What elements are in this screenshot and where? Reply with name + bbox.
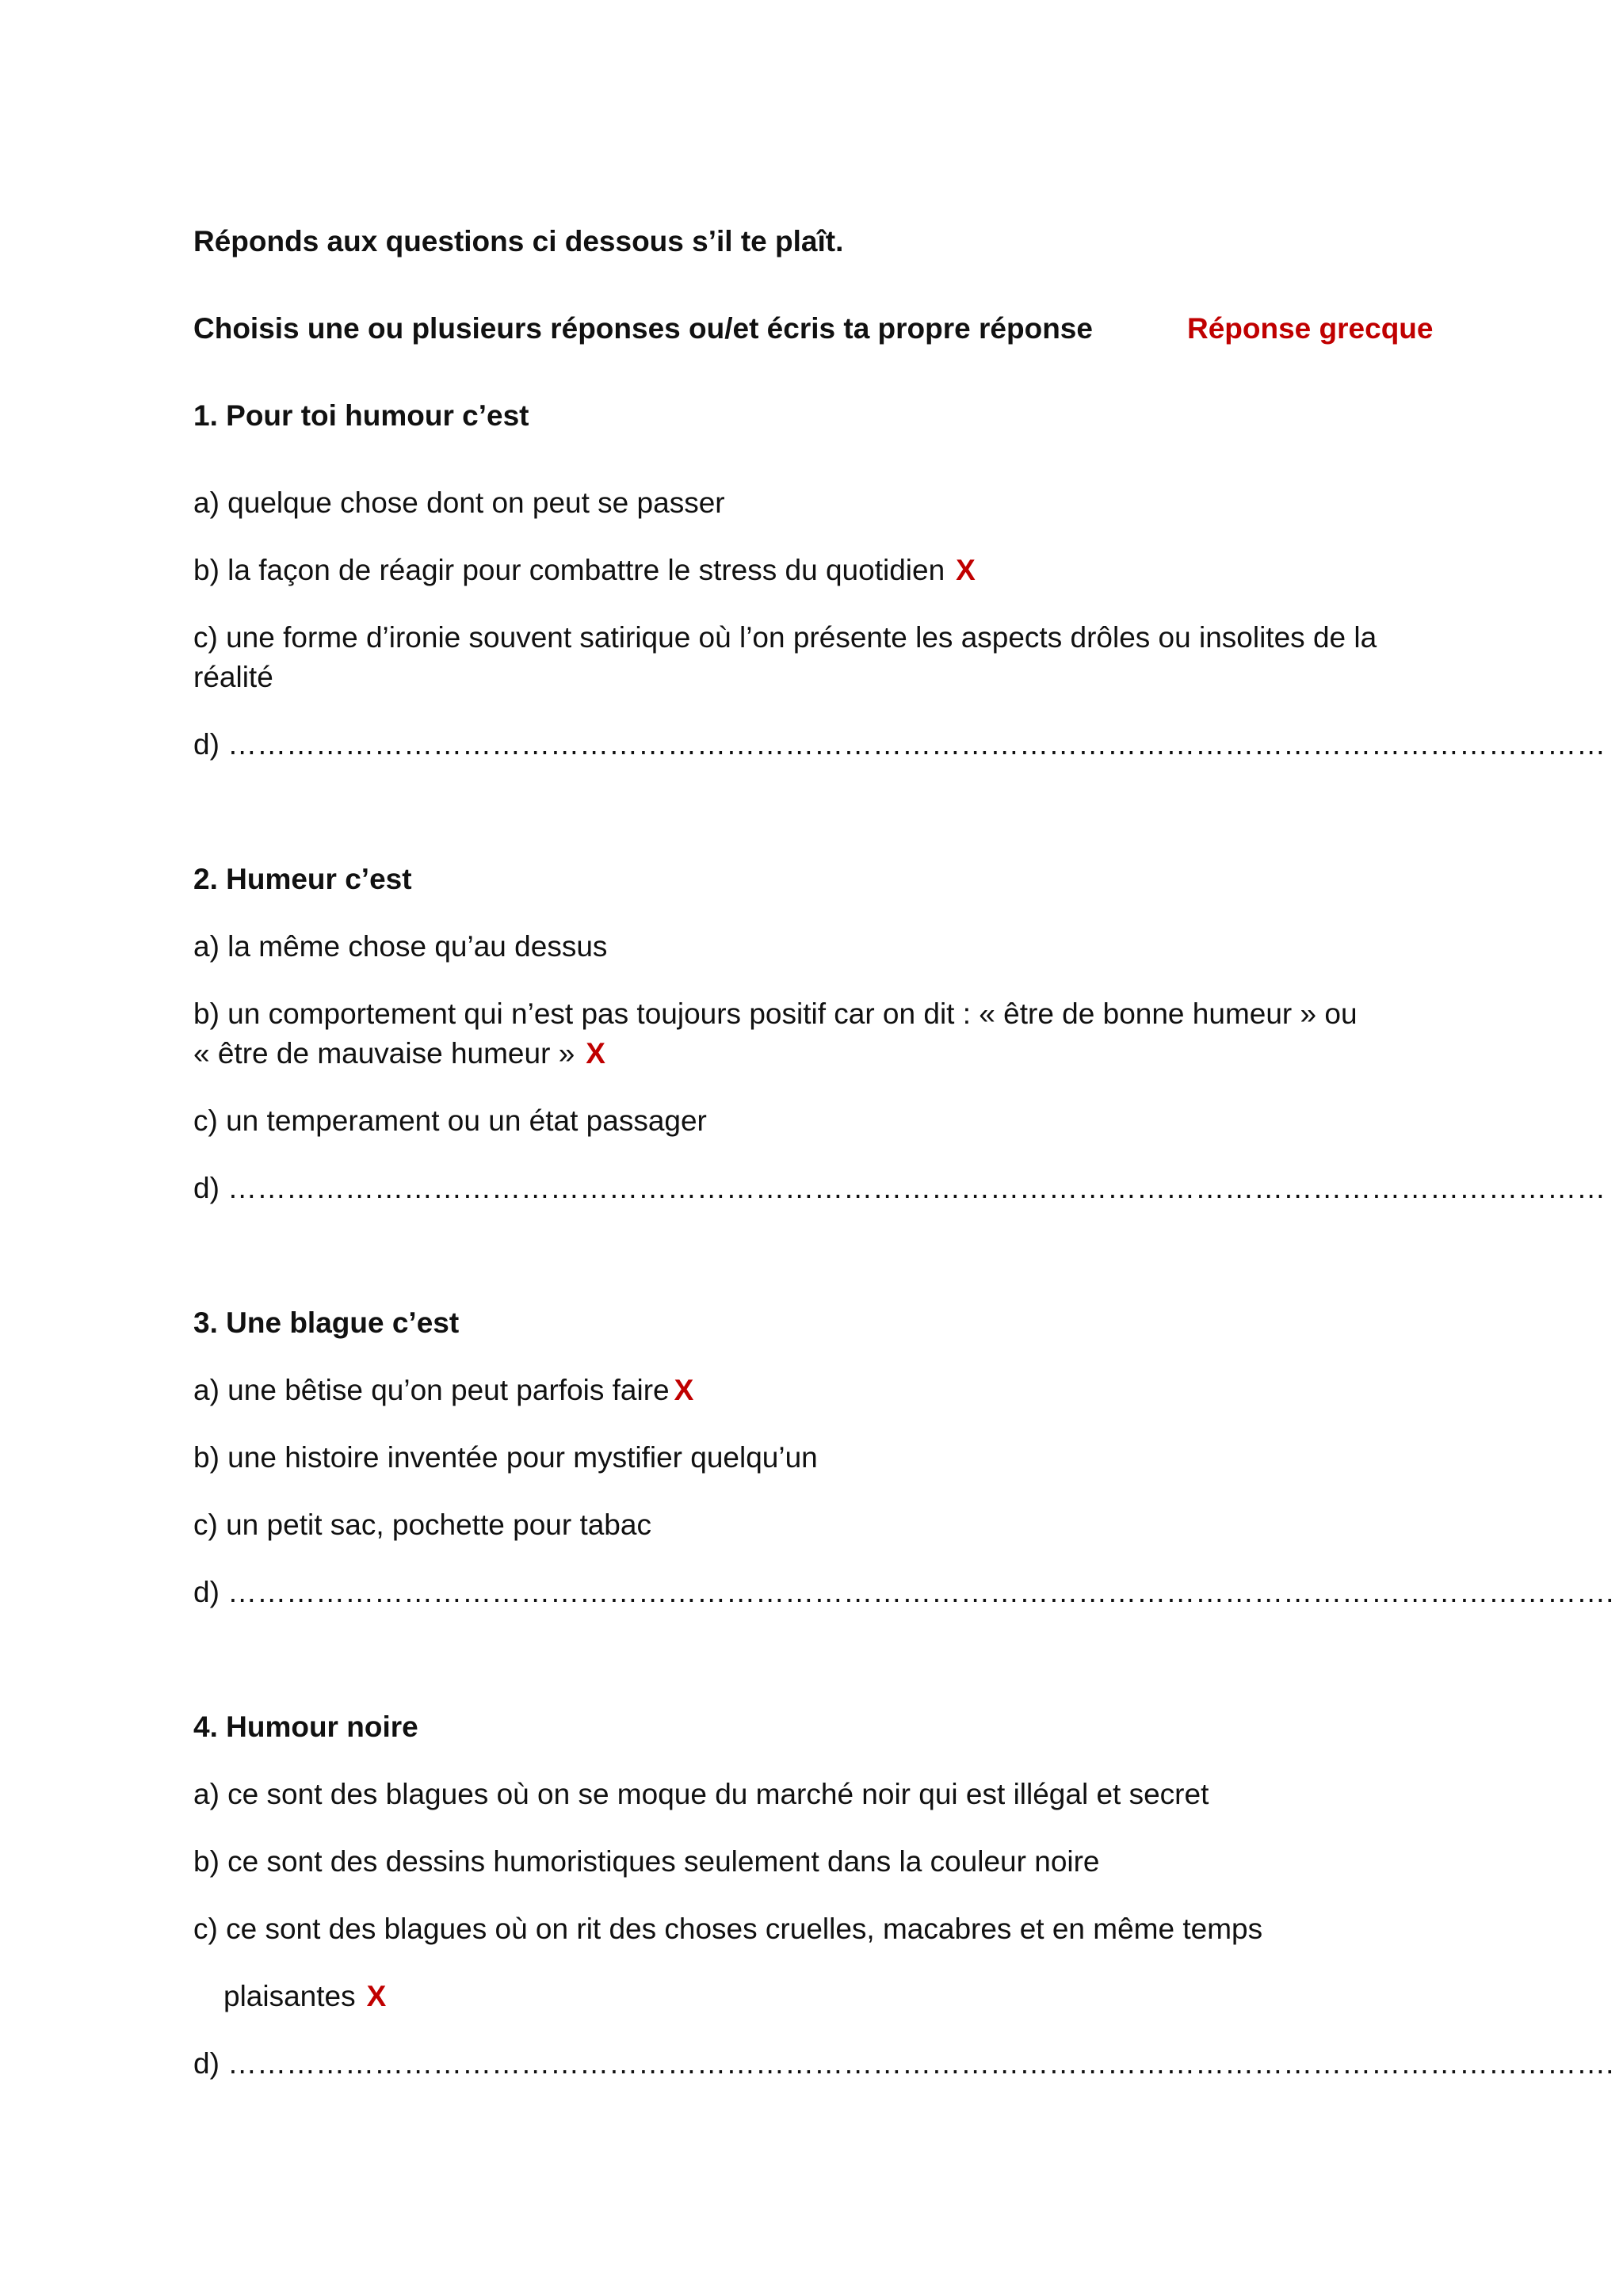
- q1-option-b: [193, 551, 976, 590]
- q3-option-a-text: a) une bêtise qu’on peut parfois faire: [193, 1374, 670, 1406]
- q4-option-c-line2-text: plaisantes: [223, 1980, 356, 2012]
- q1-option-d: d) ……………………………………………………………………………………………………………………………: [193, 728, 1606, 761]
- q3-option-b: b) une histoire inventée pour mystifier quelqu’un: [193, 1441, 818, 1474]
- question-4-title: 4. Humour noire: [193, 1711, 418, 1743]
- question-2-title: 2. Humeur c’est: [193, 863, 412, 895]
- q3-option-d: d) …………………………………………………………………………………………………………………………….: [193, 1576, 1614, 1608]
- q4-option-a: a) ce sont des blagues où on se moque du marché noir qui est illégal et secret: [193, 1778, 1209, 1810]
- q2-option-c: c) un temperament ou un état passager: [193, 1104, 707, 1137]
- q2-option-a: a) la même chose qu’au dessus: [193, 930, 608, 963]
- q1-option-c-line1: c) une forme d’ironie souvent satirique où l’on présente les aspects drôles ou insolites de la: [193, 621, 1377, 654]
- q3-answer-mark: X: [674, 1374, 694, 1406]
- q1-option-b-text: b) la façon de réagir pour combattre le stress du quotidien: [193, 554, 945, 586]
- q2-option-b-line2: [193, 1034, 605, 1074]
- instruction-line-1: Réponds aux questions ci dessous s’il te plaît.: [193, 225, 844, 257]
- q1-option-a: a) quelque chose dont on peut se passer: [193, 486, 725, 519]
- question-1-title: 1. Pour toi humour c’est: [193, 399, 529, 432]
- q4-option-c-line2: [223, 1977, 386, 2016]
- q3-option-c: c) un petit sac, pochette pour tabac: [193, 1508, 651, 1541]
- greek-answer-label: Réponse grecque: [1187, 312, 1434, 345]
- question-3-title: 3. Une blague c’est: [193, 1306, 460, 1339]
- q2-option-b-line1: b) un comportement qui n’est pas toujours positif car on dit : « être de bonne humeur » ou: [193, 997, 1358, 1030]
- instruction-line-2: Choisis une ou plusieurs réponses ou/et écris ta propre réponse: [193, 312, 1093, 345]
- q4-answer-mark: X: [366, 1980, 387, 2012]
- q2-answer-mark: X: [586, 1037, 605, 1070]
- q3-option-a: [193, 1371, 693, 1410]
- q1-answer-mark: X: [956, 554, 976, 586]
- q4-option-b: b) ce sont des dessins humoristiques seulement dans la couleur noire: [193, 1845, 1100, 1878]
- q4-option-c-line1: c) ce sont des blagues où on rit des choses cruelles, macabres et en même temps: [193, 1913, 1263, 1945]
- q2-option-d: d) ……………………………………………………………………………………………………………………………: [193, 1172, 1606, 1204]
- q2-option-b-line2-text: « être de mauvaise humeur »: [193, 1037, 575, 1070]
- q1-option-c-line2: réalité: [193, 661, 273, 693]
- q4-option-d: d) …………………………………………………………………………………………………………………………….: [193, 2047, 1614, 2080]
